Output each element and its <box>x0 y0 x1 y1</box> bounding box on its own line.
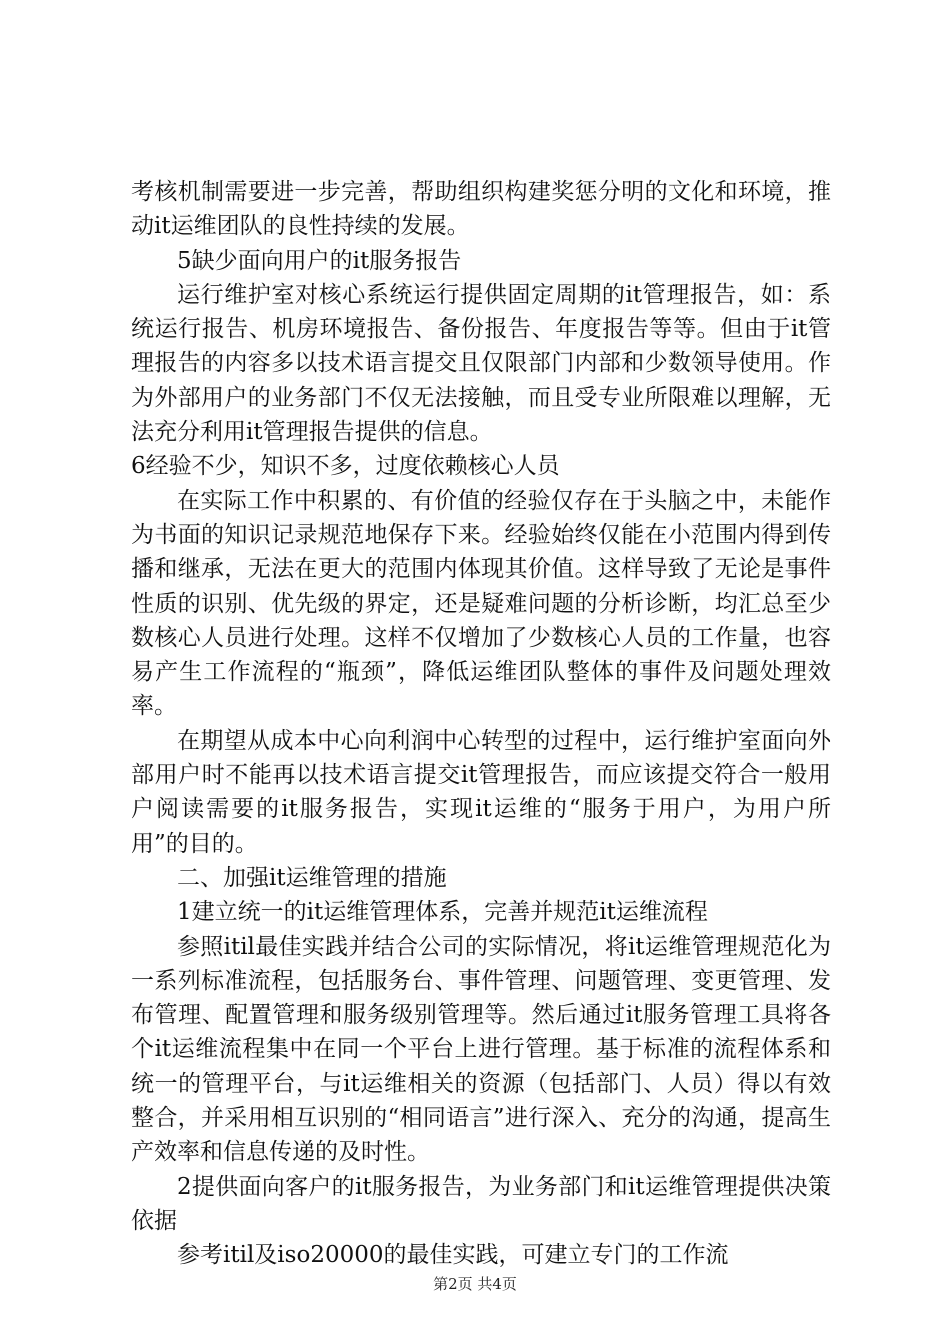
paragraph: 考核机制需要进一步完善，帮助组织构建奖惩分明的文化和环境，推动it运维团队的良性持续的发展。 <box>131 179 831 240</box>
document-body <box>131 175 831 1273</box>
page-number-footer: 第2页 共4页 <box>433 1275 517 1293</box>
section-heading: 5缺少面向用户的it服务报告 <box>177 247 462 274</box>
section-heading: 6经验不少，知识不多，过度依赖核心人员 <box>131 453 560 480</box>
paragraph: 参考itil及iso20000的最佳实践，可建立专门的工作流 <box>177 1242 729 1269</box>
section-heading: 二、加强it运维管理的措施 <box>177 864 447 891</box>
paragraph: 在实际工作中积累的、有价值的经验仅存在于头脑之中，未能作为书面的知识记录规范地保存下来。经验始终仅能在小范围内得到传播和继承，无法在更大的范围内体现其价值。这样导致了无论是事件性质的识别、优先级的界定，还是疑难问题的分析诊断，均汇总至少数核心人员进行处理。这样不仅增加了少数核心人员的工作量，也容易产生工作流程的“瓶颈”，降低运维团队整体的事件及问题处理效率。 <box>131 487 831 720</box>
section-heading: 2提供面向客户的it服务报告，为业务部门和it运维管理提供决策依据 <box>131 1173 831 1234</box>
paragraph: 在期望从成本中心向利润中心转型的过程中，运行维护室面向外部用户时不能再以技术语言提交it管理报告，而应该提交符合一般用户阅读需要的it服务报告，实现it运维的“服务于用户，为用户所用”的目的。 <box>131 727 831 857</box>
paragraph: 运行维护室对核心系统运行提供固定周期的it管理报告，如：系统运行报告、机房环境报告、备份报告、年度报告等等。但由于it管理报告的内容多以技术语言提交且仅限部门内部和少数领导使用。作为外部用户的业务部门不仅无法接触，而且受专业所限难以理解，无法充分利用it管理报告提供的信息。 <box>131 281 831 446</box>
section-heading: 1建立统一的it运维管理体系，完善并规范it运维流程 <box>177 899 708 926</box>
paragraph: 参照itil最佳实践并结合公司的实际情况，将it运维管理规范化为一系列标准流程，包括服务台、事件管理、问题管理、变更管理、发布管理、配置管理和服务级别管理等。然后通过it服务管理工具将各个it运维流程集中在同一个平台上进行管理。基于标准的流程体系和统一的管理平台，与it运维相关的资源（包括部门、人员）得以有效整合，并采用相互识别的“相同语言”进行深入、充分的沟通，提高生产效率和信息传递的及时性。 <box>131 933 831 1166</box>
